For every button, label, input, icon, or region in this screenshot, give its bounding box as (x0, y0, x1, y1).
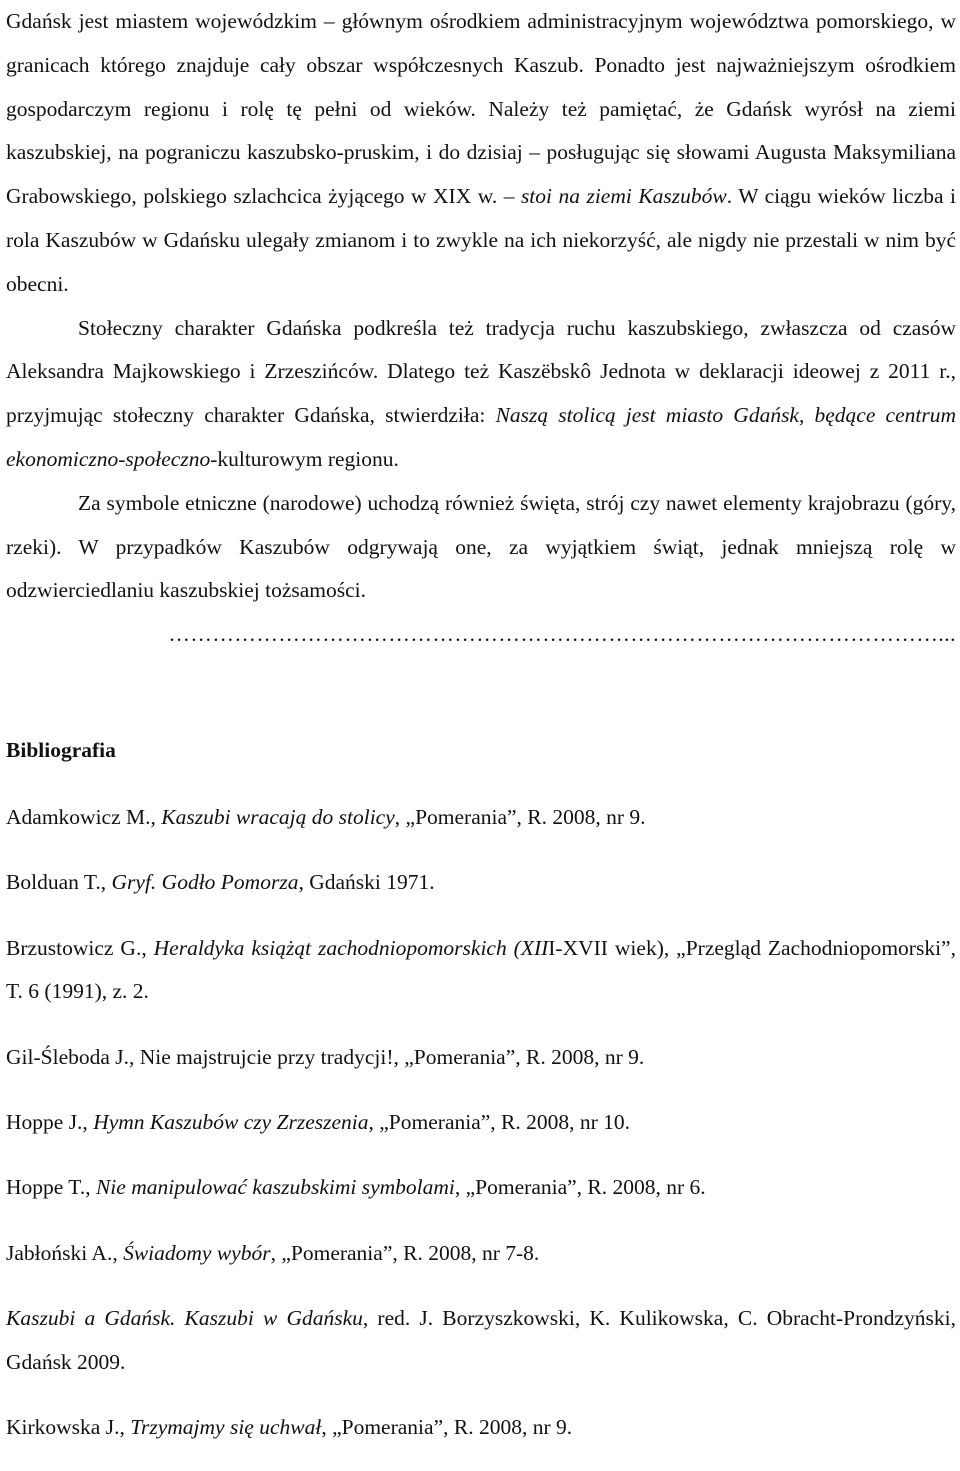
italic-run: stoi na ziemi Kaszubów (520, 184, 727, 209)
bibliography-entry (6, 1101, 956, 1145)
text-run: , Gdański 1971. (298, 870, 435, 895)
text-run: Za symbole etniczne (narodowe) uchodzą również święta, strój czy nawet elementy krajobrazu (góry, rzeki). W przypadków Kaszubów odgrywają one, za wyjątkiem świąt, jednak mniejszą rolę w odzwierciedlaniu kaszubskiej tożsamości. (6, 490, 956, 603)
bibliography-entry (6, 1406, 956, 1450)
text-run: Kirkowska J., (6, 1414, 131, 1439)
italic-run: Trzymajmy się uchwał (130, 1414, 322, 1439)
document-page (6, 0, 956, 1439)
text-run: , „Pomerania”, R. 2008, nr 6. (454, 1175, 706, 1200)
bibliography-entry (6, 1166, 956, 1210)
italic-run: Heraldyka książąt zachodniopomorskich (XII (153, 935, 549, 960)
ellipsis-separator: ……………………………………………………………………………………………... (168, 622, 956, 647)
italic-run: Nie manipulować kaszubskimi symbolami (95, 1175, 455, 1200)
text-run: Stołeczny charakter Gdańska podkreśla też tradycja ruchu kaszubskiego, zwłaszcza od czasów Aleksandra Majkowskiego i Zrzeszińców. Dlatego też Kaszëbskô Jednota w deklaracji ideowej z 2011 r., przyjmując stołeczny charakter Gdańska, stwierdziła: (6, 315, 956, 428)
text-run: , „Pomerania”, R. 2008, nr 7-8. (270, 1240, 540, 1265)
italic-run: Gryf. Godło Pomorza (111, 870, 299, 895)
bibliography-list (6, 796, 956, 1471)
text-run: , „Pomerania”, R. 2008, nr 9. (321, 1414, 573, 1439)
italic-run: Świadomy wybór (123, 1240, 271, 1265)
text-run: Bolduan T., (6, 870, 112, 895)
italic-run: Hymn Kaszubów czy Zrzeszenia (93, 1109, 369, 1134)
text-run: , red. J. Borzyszkowski, K. Kulikowska, C. Obracht-Prondzyński, Gdańsk 2009. (6, 1305, 956, 1374)
bibliography-entry (6, 796, 956, 840)
bibliography-entry (6, 927, 956, 1015)
text-run: Adamkowicz M., (6, 805, 162, 829)
text-run: , „Pomerania”, R. 2008, nr 9. (394, 805, 646, 829)
text-run: I-XVII wiek), „Przegląd Zachodniopomorski”, T. 6 (1991), z. 2. (6, 935, 956, 1004)
paragraph-gdansk-capital (6, 0, 956, 307)
paragraph-ethnic-symbols (6, 482, 956, 613)
italic-run: Naszą stolicą jest miasto Gdańsk, będące centrum ekonomiczno-społeczno- (6, 403, 956, 471)
italic-run: Kaszubi wracają do stolicy (161, 805, 395, 829)
text-run: Hoppe T., (6, 1175, 96, 1200)
text-run: , „Pomerania”, R. 2008, nr 10. (368, 1109, 631, 1134)
text-run: Jabłoński A., (6, 1240, 124, 1265)
text-run: kulturowym regionu. (217, 446, 399, 471)
bibliography-entry (6, 861, 956, 905)
bibliography-entry (6, 1297, 956, 1385)
text-run: Gdańsk jest miastem wojewódzkim – głównym ośrodkiem administracyjnym województwa pomorskiego, w granicach którego znajduje cały obszar współczesnych Kaszub. Ponadto jest najważniejszym ośrodkiem gospodarczym regionu i rolę tę pełni od wieków. Należy też pamiętać, że Gdańsk wyrósł na ziemi kaszubskiej, na pograniczu kaszubsko-pruskim, i do dzisiaj – posługując się słowami Augusta Maksymiliana Grabowskiego, polskiego szlachcica żyjącego w XIX w. – (6, 9, 956, 209)
text-run: Hoppe J., (6, 1109, 94, 1134)
text-run: Brzustowicz G., (6, 935, 154, 960)
italic-run: Kaszubi a Gdańsk. Kaszubi w Gdańsku (6, 1305, 363, 1330)
bibliography-entry (6, 1232, 956, 1276)
bibliography-entry (6, 1036, 956, 1080)
paragraph-capital-tradition (6, 307, 956, 482)
bibliography-heading: Bibliografia (6, 738, 116, 762)
text-run: Gil-Śleboda J., Nie majstrujcie przy tradycji!, „Pomerania”, R. 2008, nr 9. (6, 1044, 645, 1069)
text-run: . W ciągu wieków liczba i rola Kaszubów w Gdańsku ulegały zmianom i to zwykle na ich niekorzyść, ale nigdy nie przestali w nim być obecni. (6, 184, 956, 296)
